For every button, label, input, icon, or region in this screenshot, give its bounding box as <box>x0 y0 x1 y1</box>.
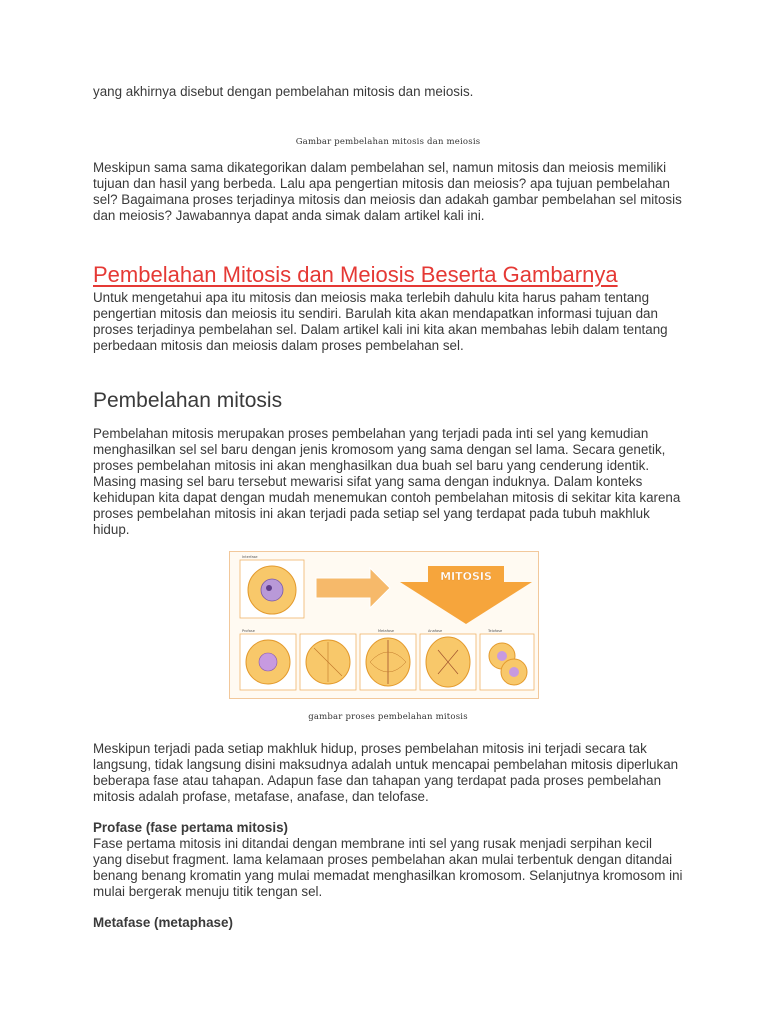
subheading-metafase: Metafase (metaphase) <box>93 915 233 930</box>
mitosis-diagram-image <box>229 551 539 699</box>
main-heading-link[interactable]: Pembelahan Mitosis dan Meiosis Beserta Gambarnya <box>93 262 618 287</box>
paragraph-2: Untuk mengetahui apa itu mitosis dan meiosis maka terlebih dahulu kita harus paham tentang pengertian mitosis dan meiosis itu sendiri. Barulah kita akan mendapatkan informasi tujuan dan proses terjadinya pembelahan sel. Dalam artikel kali ini kita akan membahas lebih dalam tentang perbedaan mitosis dan meiosis dalam proses pembelahan sel. <box>93 290 668 353</box>
telofase-label: Telofase <box>488 629 503 633</box>
mitosis-banner: MITOSIS <box>440 570 492 583</box>
paragraph-1: Meskipun sama sama dikategorikan dalam pembelahan sel, namun mitosis dan meiosis memiliki tujuan dan hasil yang berbeda. Lalu apa pengertian mitosis dan meiosis? apa tujuan pembelahan sel? Bagaimana proses terjadinya mitosis dan meiosis dan adakah gambar pembelahan sel mitosis dan meiosis? Jawabannya dapat anda simak dalam artikel kali ini. <box>93 160 682 223</box>
paragraph-5: Fase pertama mitosis ini ditandai dengan membrane inti sel yang rusak menjadi serpihan kecil yang disebut fragment. lama kelamaan proses pembelahan akan mulai terbentuk dengan ditandai benang benang kromatin yang mulai memadat menghasilkan kromosom. Selanjutnya kromosom ini mulai bergerak menuju titik tengan sel. <box>93 836 683 899</box>
mitosis-diagram <box>230 552 538 698</box>
profase-label: Profase <box>242 629 255 633</box>
paragraph-4: Meskipun terjadi pada setiap makhluk hidup, proses pembelahan mitosis ini terjadi secara tak langsung, tidak langsung disini maksudnya adalah untuk mencapai pembelahan mitosis diperlukan beberapa fase atau tahapan. Adapun fase dan tahapan yang terdapat pada proses pembelahan mitosis adalah profase, metafase, anafase, dan telofase. <box>93 741 679 804</box>
section-heading-mitosis: Pembelahan mitosis <box>93 389 283 412</box>
arrow-right-icon <box>316 568 390 608</box>
interphase-label: Interfase <box>242 555 258 559</box>
figure-caption-1: Gambar pembelahan mitosis dan meiosis <box>295 137 481 147</box>
paragraph-3: Pembelahan mitosis merupakan proses pembelahan yang terjadi pada inti sel yang kemudian menghasilkan sel sel baru dengan jenis kromosom yang sama dengan sel lama. Secara genetik, proses pembelahan mitosis ini akan menghasilkan dua buah sel baru yang cenderung identik. Masing masing sel baru tersebut mewarisi sifat yang sama dengan induknya. Dalam konteks kehidupan kita dapat dengan mudah menemukan contoh pembelahan mitosis di sekitar kita karena proses pembelahan mitosis ini akan terjadi pada setiap sel yang terdapat pada tubuh makhluk hidup. <box>93 426 681 537</box>
metafase-label: Metafase <box>378 629 395 633</box>
interphase-nucleus <box>261 579 283 601</box>
intro-line: yang akhirnya disebut dengan pembelahan mitosis dan meiosis. <box>93 84 474 99</box>
subheading-profase: Profase (fase pertama mitosis) <box>93 820 288 835</box>
phase-row <box>240 629 534 690</box>
anafase-label: Anafase <box>428 629 443 633</box>
interphase-nucleolus <box>266 585 272 591</box>
figure-caption-2: gambar proses pembelahan mitosis <box>308 712 468 722</box>
article-content <box>93 84 683 931</box>
